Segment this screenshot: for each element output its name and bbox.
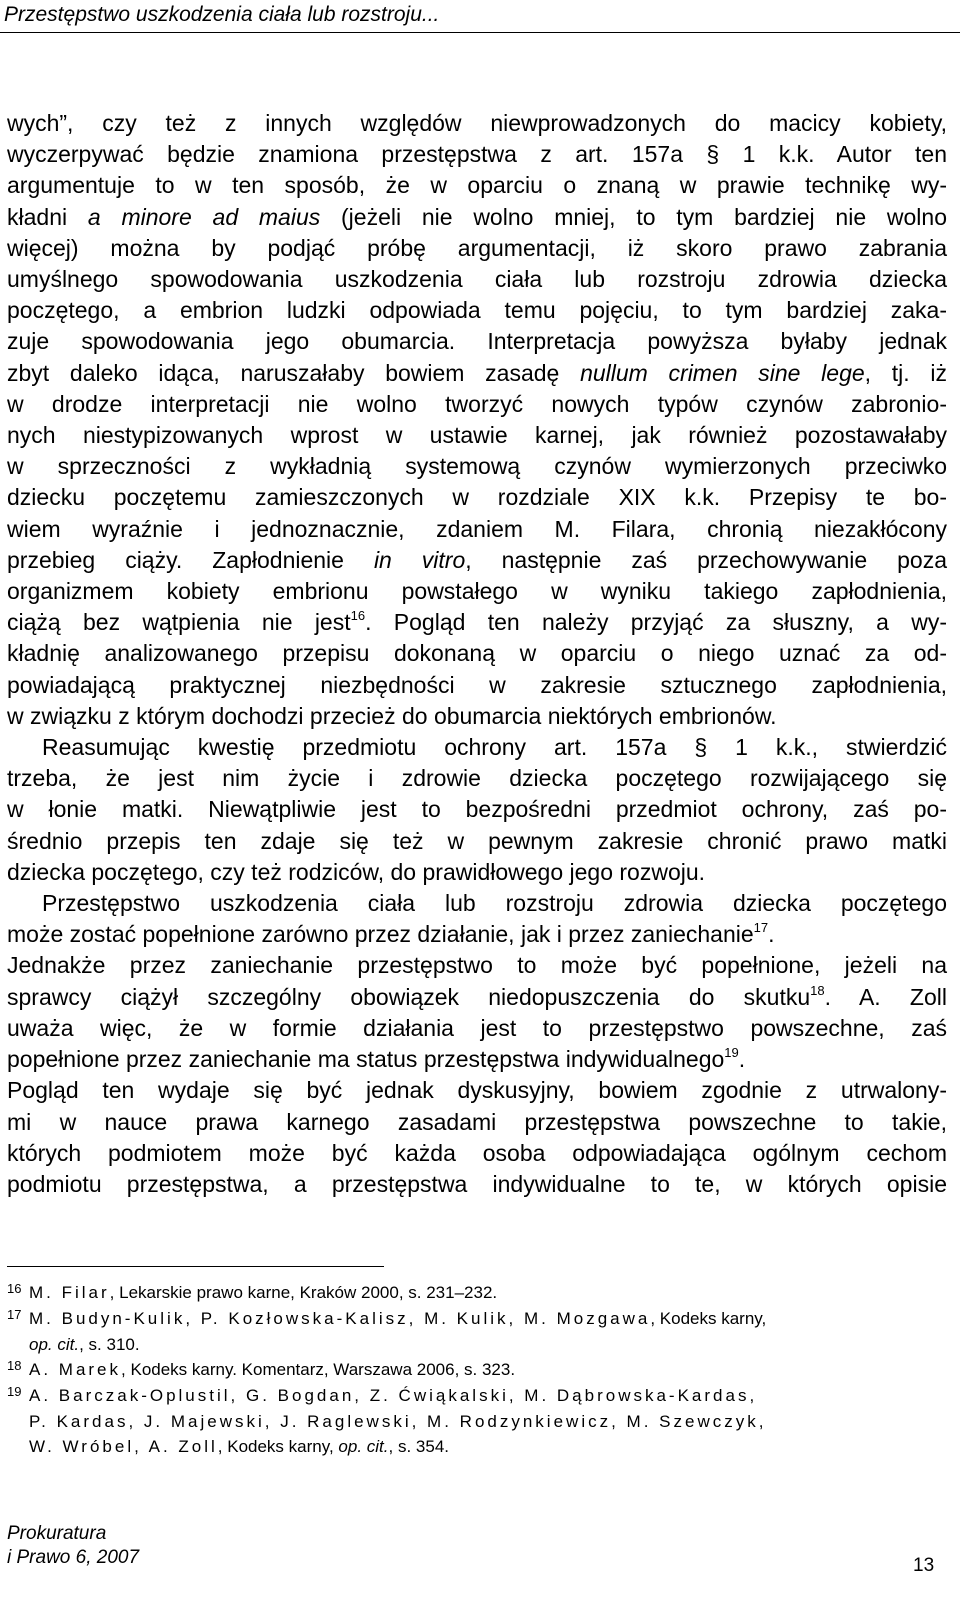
journal-title: Prokuratura bbox=[7, 1523, 107, 1544]
text-run: , następnie zaś przechowywanie poza bbox=[465, 546, 947, 573]
footnote-ref: 18 bbox=[810, 982, 825, 998]
italic-phrase: a minore ad maius bbox=[87, 203, 321, 230]
text-line: w związku z którym dochodzi przecież do obumarcia niektórych embrionów. bbox=[7, 702, 777, 729]
text-line: powiadającą praktycznej niezbędności w zakresie sztucznego zapłodnienia, bbox=[7, 671, 947, 698]
footnote-number: 16 bbox=[7, 1281, 22, 1296]
text-line: wyczerpywać będzie znamiona przestępstwa z art. 157a § 1 k.k. Autor ten bbox=[7, 141, 947, 168]
footnote-italic: op. cit. bbox=[29, 1335, 80, 1354]
footnote-ref: 19 bbox=[724, 1045, 739, 1061]
footnote-author: W. Wróbel, A. Zoll bbox=[29, 1437, 218, 1456]
text-line bbox=[7, 358, 947, 389]
text-run: popełnione przez zaniechanie ma status przestępstwa indywidualnego bbox=[7, 1046, 725, 1073]
footnote-author: A. Barczak-Oplustil, G. Bogdan, Z. Ćwiąkalski, M. Dąbrowska-Kardas, bbox=[29, 1386, 758, 1405]
footnote-text: , Kodeks karny, bbox=[650, 1309, 767, 1328]
text-run: . A. Zoll bbox=[824, 983, 947, 1010]
text-line: w łonie matki. Niewątpliwie jest to bezpośredni przedmiot ochrony, zaś po- bbox=[7, 796, 947, 823]
page-number: 13 bbox=[913, 1555, 935, 1576]
text-run: . bbox=[768, 921, 775, 948]
text-line: Reasumując kwestię przedmiotu ochrony art. 157a § 1 k.k., stwierdzić bbox=[42, 734, 947, 761]
journal-name bbox=[7, 1522, 139, 1570]
text-line: nych niestypizowanych wprost w ustawie karnej, jak również pozostawałaby bbox=[7, 422, 947, 449]
text-line: argumentuje to w ten sposób, że w oparciu o znaną w prawie technikę wy- bbox=[7, 172, 947, 199]
italic-phrase: nullum crimen sine lege bbox=[580, 359, 865, 386]
text-line: Jednakże przez zaniechanie przestępstwo to może być popełnione, jeżeli na bbox=[7, 952, 947, 979]
footnote-text: , Kodeks karny. Komentarz, Warszawa 2006, s. 323. bbox=[121, 1360, 516, 1379]
text-line bbox=[7, 202, 947, 233]
footnote-17-continued bbox=[7, 1332, 947, 1357]
text-line: Przestępstwo uszkodzenia ciała lub rozstroju zdrowia dziecka poczętego bbox=[42, 890, 947, 917]
text-line: uważa więc, że w formie działania jest to przestępstwo powszechne, zaś bbox=[7, 1014, 947, 1041]
text-run: . Pogląd ten należy przyjąć za słuszny, a wy- bbox=[365, 609, 947, 636]
text-run: ciążą bez wątpienia nie jest bbox=[7, 609, 351, 636]
text-line: dziecku poczętemu zamieszczonych w rozdziale XIX k.k. Przepisy te bo- bbox=[7, 484, 947, 511]
text-run: może zostać popełnione zarówno przez działanie, jak i przez zaniechanie bbox=[7, 921, 754, 948]
text-run: . bbox=[738, 1046, 746, 1073]
text-line: poczętego, a embrion ludzki odpowiada temu pojęciu, to tym bardziej zaka- bbox=[7, 297, 947, 324]
footnote-italic: op. cit. bbox=[338, 1437, 389, 1456]
text-line: trzeba, że jest nim życie i zdrowie dziecka poczętego rozwijającego się bbox=[7, 765, 947, 792]
text-line: więcej) można by podjąć próbę argumentacji, iż skoro prawo zabrania bbox=[7, 234, 947, 261]
main-text bbox=[7, 108, 947, 1200]
footnote-text: , Kodeks karny, bbox=[217, 1437, 339, 1456]
footnote-19 bbox=[7, 1383, 947, 1409]
footnote-author: P. Kardas, J. Majewski, J. Raglewski, M. Rodzynkiewicz, M. Szewczyk, bbox=[29, 1412, 767, 1431]
text-line: organizmem kobiety embrionu powstałego w wyniku takiego zapłodnienia, bbox=[7, 578, 947, 605]
text-line: w drodze interpretacji nie wolno tworzyć nowych typów czynów zabronio- bbox=[7, 390, 947, 417]
text-line: średnio przepis ten zdaje się też w pewnym zakresie chronić prawo matki bbox=[7, 827, 947, 854]
footnote-text: , s. 310. bbox=[79, 1335, 140, 1354]
text-line bbox=[7, 1044, 947, 1075]
text-line: mi w nauce prawa karnego zasadami przestępstwa powszechne to takie, bbox=[7, 1108, 947, 1135]
footnote-author: A. Marek bbox=[29, 1360, 122, 1379]
footnote-18 bbox=[7, 1357, 947, 1383]
text-run: zbyt daleko idąca, naruszałaby bowiem zasadę bbox=[7, 359, 581, 386]
text-line: kładnię analizowanego przepisu dokonaną w oparciu o niego uznać za od- bbox=[7, 640, 947, 667]
journal-issue: i Prawo 6, 2007 bbox=[7, 1547, 140, 1568]
footnote-text: , Lekarskie prawo karne, Kraków 2000, s. 231–232. bbox=[109, 1283, 498, 1302]
text-line: umyślnego spowodowania uszkodzenia ciała lub rozstroju zdrowia dziecka bbox=[7, 266, 947, 293]
text-line bbox=[7, 545, 947, 576]
text-line: dziecka poczętego, czy też rodziców, do prawidłowego jego rozwoju. bbox=[7, 858, 706, 885]
header-rule bbox=[0, 32, 960, 33]
text-line: Pogląd ten wydaje się być jednak dyskusyjny, bowiem zgodnie z utrwalony- bbox=[7, 1077, 947, 1104]
italic-phrase: in vitro bbox=[373, 546, 466, 573]
text-line: wiem wyraźnie i jednoznacznie, zdaniem M. Filara, chronią niezakłócony bbox=[7, 515, 947, 542]
text-run: (jeżeli nie wolno mniej, to tym bardziej nie wolno bbox=[320, 203, 947, 230]
text-line: zuje spowodowania jego obumarcia. Interpretacja powyższa byłaby jednak bbox=[7, 328, 947, 355]
text-run: , tj. iż bbox=[864, 359, 947, 386]
footnote-text: , s. 354. bbox=[388, 1437, 449, 1456]
running-head: Przestępstwo uszkodzenia ciała lub rozstroju... bbox=[4, 3, 440, 26]
text-run: kładni bbox=[7, 203, 88, 230]
text-line bbox=[7, 607, 947, 638]
footnote-19-continued bbox=[7, 1409, 947, 1434]
text-line: których podmiotem może być każda osoba odpowiadająca ogólnym cechom bbox=[7, 1139, 947, 1166]
footnote-16 bbox=[7, 1280, 947, 1306]
footnote-19-continued bbox=[7, 1434, 947, 1459]
text-line: wych”, czy też z innych względów niewprowadzonych do macicy kobiety, bbox=[7, 110, 947, 136]
text-line bbox=[7, 982, 947, 1013]
footnote-number: 17 bbox=[7, 1307, 22, 1322]
text-run: sprawcy ciążył szczególny obowiązek niedopuszczenia do skutku bbox=[7, 983, 811, 1010]
text-run: przebieg ciąży. Zapłodnienie bbox=[7, 546, 374, 573]
text-line bbox=[7, 919, 947, 950]
text-line: w sprzeczności z wykładnią systemową czynów wymierzonych przeciwko bbox=[7, 453, 947, 480]
footnote-17 bbox=[7, 1306, 947, 1332]
footnote-author: M. Budyn-Kulik, P. Kozłowska-Kalisz, M. Kulik, M. Mozgawa bbox=[29, 1309, 651, 1328]
footnote-number: 18 bbox=[7, 1358, 22, 1373]
footnote-ref: 17 bbox=[753, 920, 769, 936]
footnote-author: M. Filar bbox=[29, 1283, 110, 1302]
text-line: podmiotu przestępstwa, a przestępstwa indywidualne to te, w których opisie bbox=[7, 1170, 947, 1197]
footnotes bbox=[7, 1280, 947, 1459]
footnote-separator bbox=[7, 1266, 384, 1267]
footnote-ref: 16 bbox=[350, 608, 366, 624]
footnote-number: 19 bbox=[7, 1384, 22, 1399]
